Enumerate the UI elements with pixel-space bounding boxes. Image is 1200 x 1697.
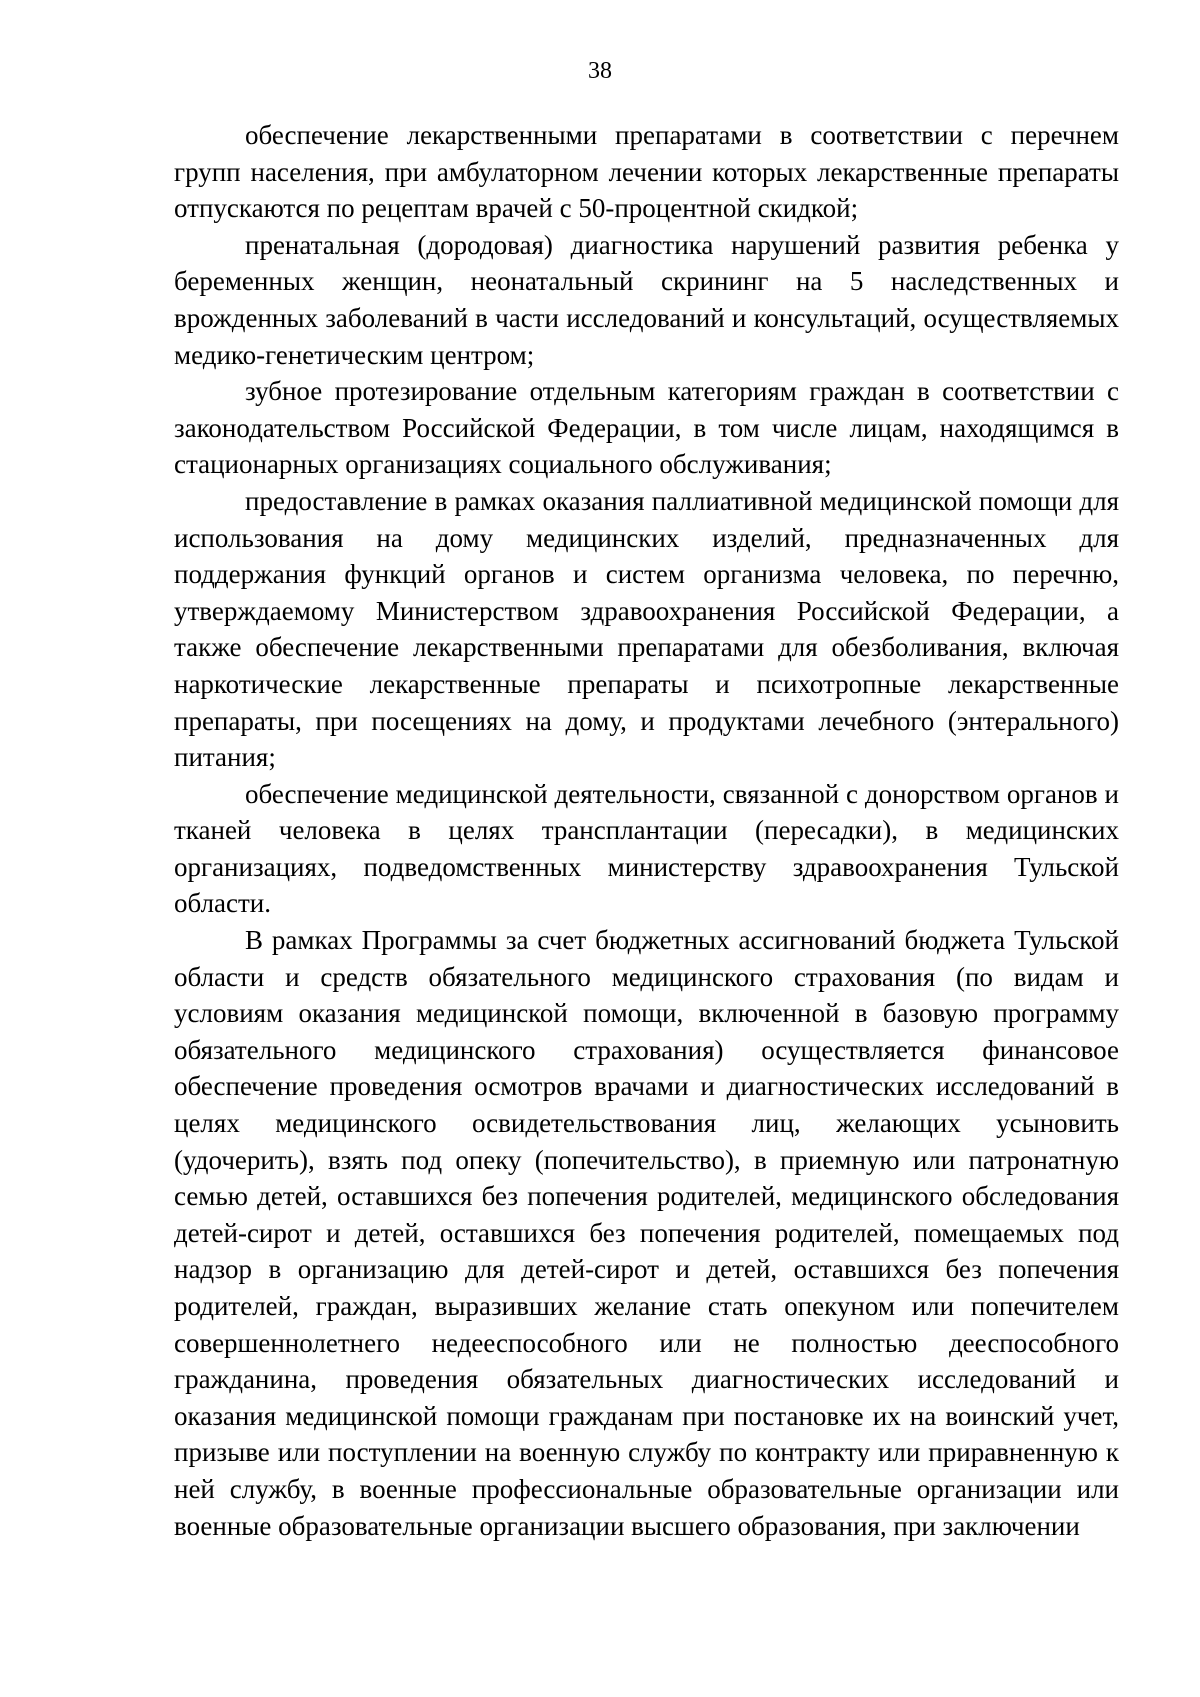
paragraph-program-financing: В рамках Программы за счет бюджетных ассигнований бюджета Тульской области и средств обязательного медицинского страхования (по видам и условиям оказания медицинской помощи, включенной в базовую программу обязательного медицинского страхования) осуществляется финансовое обеспечение проведения осмотров врачами и диагностических исследований в целях медицинского освидетельствования лиц, желающих усыновить (удочерить), взять под опеку (попечительство), в приемную или патронатную семью детей, оставшихся без попечения родителей, медицинского обследования детей-сирот и детей, оставшихся без попечения родителей, помещаемых под надзор в организацию для детей-сирот и детей, оставшихся без попечения родителей, граждан, выразивших желание стать опекуном или попечителем совершеннолетнего недееспособного или не полностью дееспособного гражданина, проведения обязательных диагностических исследований и оказания медицинской помощи гражданам при постановке их на воинский учет, призыве или поступлении на военную службу по контракту или приравненную к ней службу, в военные профессиональные образовательные организации или военные образовательные организации высшего образования, при заключении bbox=[174, 925, 1119, 1541]
paragraph-palliative-care: предоставление в рамках оказания паллиативной медицинской помощи для использования на дому медицинских изделий, предназначенных для поддержания функций органов и систем организма человека, по перечню, утверждаемому Министерством здравоохранения Российской Федерации, а также обеспечение лекарственными препаратами для обезболивания, включая наркотические лекарственные препараты и психотропные лекарственные препараты, при посещениях на дому, и продуктами лечебного (энтерального) питания; bbox=[174, 485, 1119, 773]
paragraph-organ-donation: обеспечение медицинской деятельности, связанной с донорством органов и тканей человека в целях трансплантации (пересадки), в медицинских организациях, подведомственных министерству здравоохранения Тульской области. bbox=[174, 778, 1119, 919]
body-text bbox=[174, 117, 1119, 1544]
page-number: 38 bbox=[588, 58, 612, 84]
paragraph-drug-provision: обеспечение лекарственными препаратами в соответствии с перечнем групп населения, при амбулаторном лечении которых лекарственные препараты отпускаются по рецептам врачей с 50-процентной скидкой; bbox=[174, 120, 1119, 224]
paragraph-dental-prosthetics: зубное протезирование отдельным категориям граждан в соответствии с законодательством Российской Федерации, в том числе лицам, находящимся в стационарных организациях социального обслуживания; bbox=[174, 376, 1119, 480]
paragraph-prenatal-diagnostics: пренатальная (дородовая) диагностика нарушений развития ребенка у беременных женщин, неонатальный скрининг на 5 наследственных и врожденных заболеваний в части исследований и консультаций, осуществляемых медико-генетическим центром; bbox=[174, 229, 1119, 370]
